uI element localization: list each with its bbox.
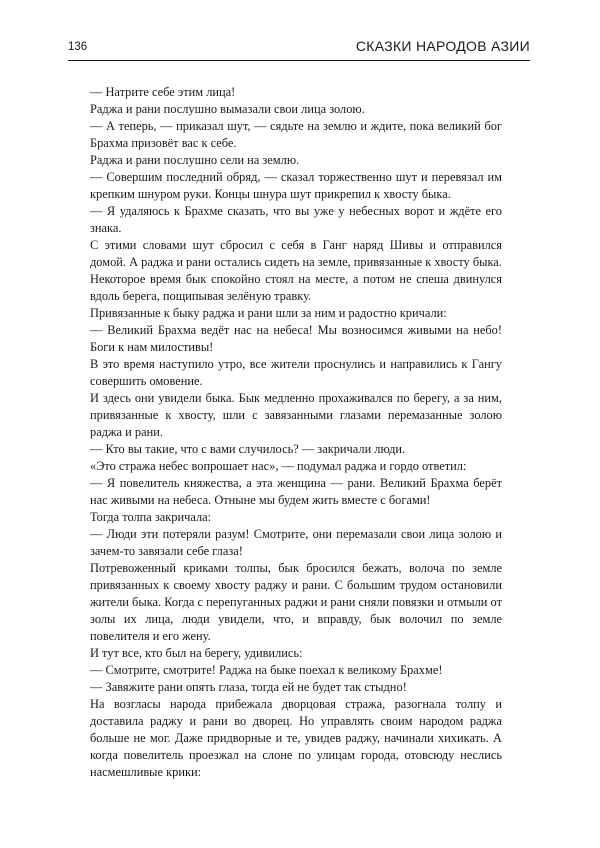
paragraph: — А теперь, — приказал шут, — сядьте на землю и ждите, пока великий бог Брахма призовёт вас к себе. [90, 119, 502, 150]
paragraph: — Смотрите, смотрите! Раджа на быке поехал к великому Брахме! [90, 663, 443, 677]
paragraph: И тут все, кто был на берегу, удивились: [90, 646, 303, 660]
paragraph: — Я удаляюсь к Брахме сказать, что вы уже у небесных ворот и ждёте его знака. [90, 204, 502, 235]
paragraph: — Завяжите рани опять глаза, тогда ей не будет так стыдно! [90, 680, 407, 694]
page-number: 136 [68, 41, 88, 53]
paragraph: В это время наступило утро, все жители проснулись и направились к Гангу совершить омовение. [90, 357, 502, 388]
paragraph: — Я повелитель княжества, а эта женщина — рани. Великий Брахма берёт нас живыми на небеса. Отныне мы будем жить вместе с богами! [90, 476, 502, 507]
paragraph: — Кто вы такие, что с вами случилось? — закричали люди. [90, 442, 406, 456]
body-text [90, 84, 502, 781]
paragraph: — Совершим последний обряд, — сказал торжественно шут и перевязал им крепким шнуром руки. Концы шнура шут прикрепил к хвосту быка. [90, 170, 502, 201]
page-header [68, 38, 530, 61]
paragraph: Тогда толпа закричала: [90, 510, 212, 524]
paragraph: Потревоженный криками толпы, бык бросился бежать, волоча по земле привязанных к своему хвосту раджу и рани. С большим трудом остановили жители быка. Когда с перепуганных раджи и рани сняли повязки и отмыли от золы их лица, люди увидели, что, и вправду, бык волочил по земле повелителя и его жену. [90, 561, 502, 643]
paragraph: И здесь они увидели быка. Бык медленно прохаживался по берегу, а за ним, привязанные к хвосту, шли с завязанными глазами перемазанные золою раджа и рани. [90, 391, 502, 439]
paragraph: На возгласы народа прибежала дворцовая стража, разогнала толпу и доставила раджу и рани во дворец. Но управлять своим народом раджа больше не мог. Даже придворные и те, увидев раджу, начинали хихикать. А когда повелитель проезжал на слоне по улицам города, отовсюду неслись насмешливые крики: [90, 697, 502, 779]
running-title: СКАЗКИ НАРОДОВ АЗИИ [355, 38, 530, 54]
paragraph: Некоторое время бык спокойно стоял на месте, а потом не спеша двинулся вдоль берега, пощипывая зелёную травку. [90, 272, 502, 303]
paragraph: Раджа и рани послушно вымазали свои лица золою. [90, 102, 365, 116]
paragraph: С этими словами шут сбросил с себя в Ганг наряд Шивы и отправился домой. А раджа и рани остались сидеть на земле, привязанные к хвосту быка. [90, 238, 502, 269]
paragraph: — Натрите себе этим лица! [90, 85, 236, 99]
paragraph: «Это стража небес вопрошает нас», — подумал раджа и гордо ответил: [90, 459, 467, 473]
paragraph: Привязанные к быку раджа и рани шли за ним и радостно кричали: [90, 306, 447, 320]
paragraph: — Великий Брахма ведёт нас на небеса! Мы возносимся живыми на небо! Боги к нам милостивы! [90, 323, 502, 354]
paragraph: Раджа и рани послушно сели на землю. [90, 153, 300, 167]
paragraph: — Люди эти потеряли разум! Смотрите, они перемазали свои лица золою и зачем-то завязали себе глаза! [90, 527, 502, 558]
